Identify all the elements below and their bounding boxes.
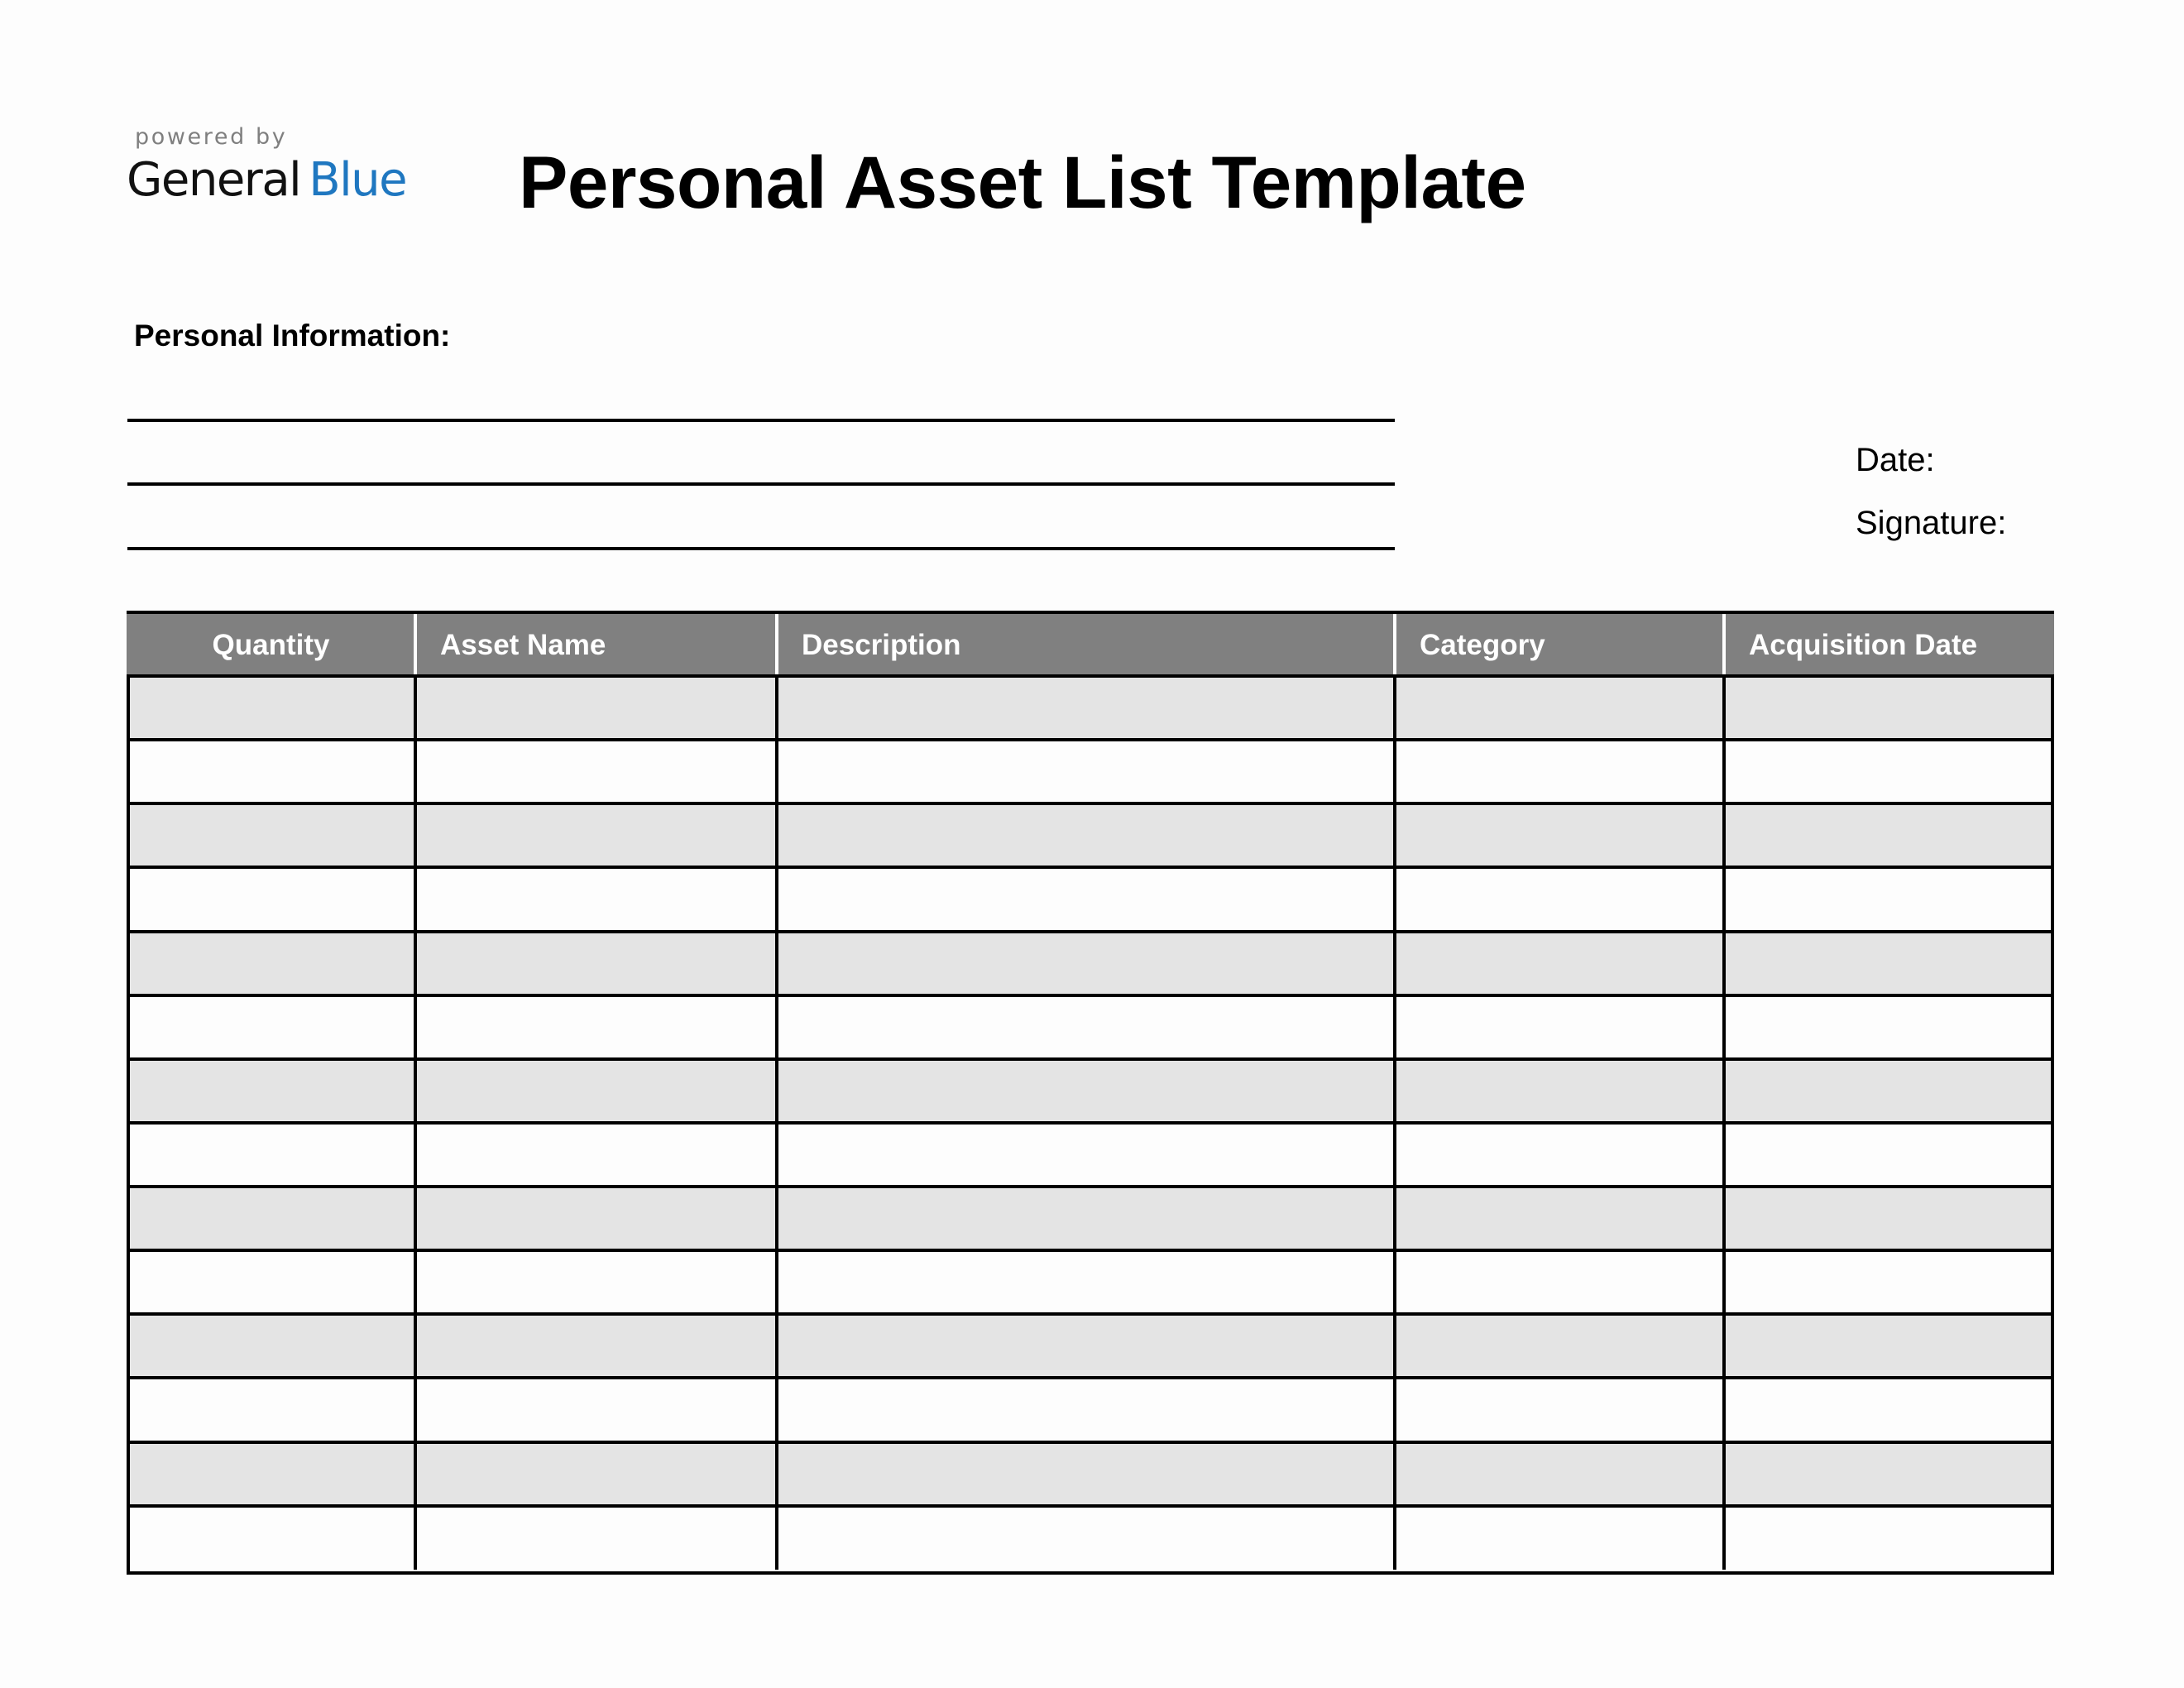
cell-asset-name[interactable] [417, 1188, 778, 1249]
cell-acquisition-date[interactable] [1726, 1379, 2051, 1440]
cell-category[interactable] [1396, 933, 1726, 994]
cell-quantity[interactable] [130, 997, 417, 1057]
cell-asset-name[interactable] [417, 1508, 778, 1571]
table-row [130, 1252, 2051, 1316]
table-row [130, 1061, 2051, 1125]
cell-asset-name[interactable] [417, 1379, 778, 1440]
column-header-category: Category [1420, 629, 1545, 661]
date-label: Date: [1856, 442, 1935, 478]
personal-info-line-2[interactable] [127, 482, 1395, 486]
header-divider [1393, 614, 1396, 676]
column-header-description: Description [802, 629, 961, 661]
table-row [130, 1188, 2051, 1252]
cell-asset-name[interactable] [417, 741, 778, 802]
cell-description[interactable] [778, 933, 1396, 994]
table-row [130, 805, 2051, 869]
table-row [130, 1379, 2051, 1443]
cell-quantity[interactable] [130, 1061, 417, 1121]
cell-description[interactable] [778, 1252, 1396, 1312]
table-row [130, 933, 2051, 997]
logo-blue-text: Blue [309, 153, 407, 207]
cell-quantity[interactable] [130, 1252, 417, 1312]
cell-quantity[interactable] [130, 869, 417, 929]
cell-description[interactable] [778, 1188, 1396, 1249]
cell-quantity[interactable] [130, 1188, 417, 1249]
cell-quantity[interactable] [130, 1508, 417, 1571]
cell-description[interactable] [778, 1508, 1396, 1571]
cell-category[interactable] [1396, 869, 1726, 929]
cell-quantity[interactable] [130, 1379, 417, 1440]
cell-asset-name[interactable] [417, 678, 778, 738]
table-row [130, 1316, 2051, 1379]
general-blue-logo [127, 154, 406, 207]
cell-acquisition-date[interactable] [1726, 1061, 2051, 1121]
cell-category[interactable] [1396, 997, 1726, 1057]
cell-quantity[interactable] [130, 1444, 417, 1504]
cell-acquisition-date[interactable] [1726, 1444, 2051, 1504]
cell-category[interactable] [1396, 805, 1726, 866]
cell-category[interactable] [1396, 1508, 1726, 1571]
cell-category[interactable] [1396, 1061, 1726, 1121]
cell-acquisition-date[interactable] [1726, 1188, 2051, 1249]
header-divider [414, 614, 417, 676]
cell-asset-name[interactable] [417, 1125, 778, 1185]
table-row [130, 1125, 2051, 1188]
header-divider [1722, 614, 1726, 676]
column-header-acquisition-date: Acquisition Date [1749, 629, 1978, 661]
signature-label: Signature: [1856, 505, 2007, 541]
table-row [130, 741, 2051, 805]
page-title: Personal Asset List Template [519, 141, 1526, 223]
personal-info-line-1[interactable] [127, 419, 1395, 422]
cell-acquisition-date[interactable] [1726, 997, 2051, 1057]
cell-acquisition-date[interactable] [1726, 1508, 2051, 1571]
cell-description[interactable] [778, 997, 1396, 1057]
table-header [127, 611, 2054, 676]
table-row [130, 997, 2051, 1061]
cell-asset-name[interactable] [417, 1061, 778, 1121]
cell-description[interactable] [778, 1125, 1396, 1185]
cell-asset-name[interactable] [417, 933, 778, 994]
cell-asset-name[interactable] [417, 997, 778, 1057]
cell-acquisition-date[interactable] [1726, 933, 2051, 994]
table-row [130, 1508, 2051, 1571]
cell-quantity[interactable] [130, 933, 417, 994]
header-divider [775, 614, 778, 676]
cell-asset-name[interactable] [417, 1316, 778, 1376]
cell-acquisition-date[interactable] [1726, 1125, 2051, 1185]
cell-quantity[interactable] [130, 1316, 417, 1376]
powered-by-text: powered by [135, 124, 288, 150]
cell-category[interactable] [1396, 1444, 1726, 1504]
cell-acquisition-date[interactable] [1726, 1252, 2051, 1312]
cell-category[interactable] [1396, 1316, 1726, 1376]
cell-description[interactable] [778, 1061, 1396, 1121]
cell-quantity[interactable] [130, 805, 417, 866]
cell-quantity[interactable] [130, 1125, 417, 1185]
cell-description[interactable] [778, 678, 1396, 738]
column-divider [1393, 674, 1396, 1570]
column-divider [414, 674, 417, 1570]
table-row [130, 1444, 2051, 1508]
cell-category[interactable] [1396, 1379, 1726, 1440]
column-divider [1722, 674, 1726, 1570]
cell-asset-name[interactable] [417, 805, 778, 866]
cell-category[interactable] [1396, 741, 1726, 802]
cell-category[interactable] [1396, 678, 1726, 738]
cell-asset-name[interactable] [417, 869, 778, 929]
personal-information-label: Personal Information: [134, 319, 451, 352]
cell-asset-name[interactable] [417, 1444, 778, 1504]
cell-acquisition-date[interactable] [1726, 741, 2051, 802]
cell-description[interactable] [778, 805, 1396, 866]
cell-quantity[interactable] [130, 741, 417, 802]
logo-general-text: General [127, 153, 301, 207]
cell-acquisition-date[interactable] [1726, 805, 2051, 866]
cell-quantity[interactable] [130, 678, 417, 738]
cell-acquisition-date[interactable] [1726, 1316, 2051, 1376]
cell-description[interactable] [778, 1379, 1396, 1440]
column-divider [775, 674, 778, 1570]
cell-description[interactable] [778, 1316, 1396, 1376]
cell-category[interactable] [1396, 1188, 1726, 1249]
cell-description[interactable] [778, 1444, 1396, 1504]
table-row [130, 869, 2051, 933]
personal-info-line-3[interactable] [127, 547, 1395, 550]
cell-acquisition-date[interactable] [1726, 869, 2051, 929]
cell-description[interactable] [778, 741, 1396, 802]
cell-acquisition-date[interactable] [1726, 678, 2051, 738]
cell-description[interactable] [778, 869, 1396, 929]
cell-category[interactable] [1396, 1125, 1726, 1185]
column-header-asset-name: Asset Name [440, 629, 606, 661]
column-header-quantity: Quantity [212, 629, 330, 661]
cell-asset-name[interactable] [417, 1252, 778, 1312]
table-row [130, 678, 2051, 741]
cell-category[interactable] [1396, 1252, 1726, 1312]
